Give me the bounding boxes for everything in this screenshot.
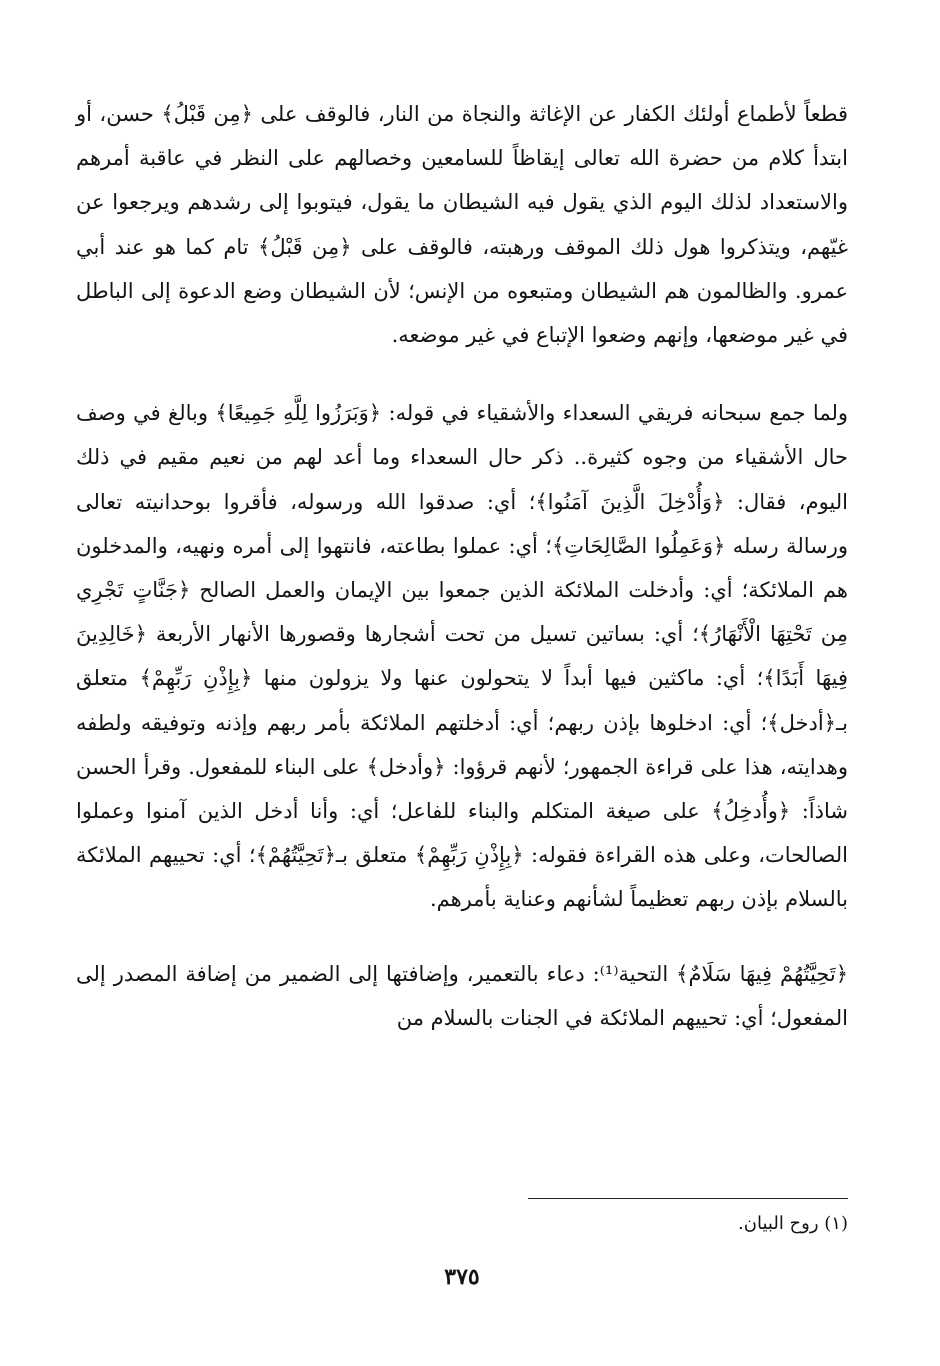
paragraph-spacer xyxy=(76,922,848,952)
page-number: ٣٧٥ xyxy=(444,1264,480,1290)
footnote-divider xyxy=(528,1198,848,1199)
paragraph-2: ولما جمع سبحانه فريقي السعداء والأشقياء في قوله: ﴿وَبَرَزُوا لِلَّهِ جَمِيعًا﴾ وبالغ في وصف حال الأشقياء من وجوه كثيرة.. ذكر حال السعداء وما أعد لهم من نعيم مقيم في ذلك اليوم، فقال: ﴿وَأُدْخِلَ الَّذِينَ آمَنُوا﴾؛ أي: صدقوا الله ورسوله، فأقروا بوحدانيته تعالى ورسالة رسله ﴿وَعَمِلُوا الصَّالِحَاتِ﴾؛ أي: عملوا بطاعته، فانتهوا إلى أمره ونهيه، والمدخلون هم الملائكة؛ أي: وأدخلت الملائكة الذين جمعوا بين الإيمان والعمل الصالح ﴿جَنَّاتٍ تَجْرِي مِن تَحْتِهَا الْأَنْهَارُ﴾؛ أي: بساتين تسيل من تحت أشجارها وقصورها الأنهار الأربعة ﴿خَالِدِينَ فِيهَا أَبَدًا﴾؛ أي: ماكثين فيها أبداً لا يتحولون عنها ولا يزولون منها ﴿بِإِذْنِ رَبِّهِمْ﴾ متعلق بـ﴿أدخل﴾؛ أي: ادخلوها بإذن ربهم؛ أي: أدخلتهم الملائكة بأمر ربهم وإذنه وتوفيقه ولطفه وهدايته، هذا على قراءة الجمهور؛ لأنهم قرؤوا: ﴿وأدخل﴾ على البناء للمفعول. وقرأ الحسن شاذاً: ﴿وأُدخِلُ﴾ على صيغة المتكلم والبناء للفاعل؛ أي: وأنا أدخل الذين آمنوا وعملوا الصالحات، وعلى هذه القراءة فقوله: ﴿بِإِذْنِ رَبِّهِمْ﴾ متعلق بـ﴿تَحِيَّتُهُمْ﴾؛ أي: تحييهم الملائكة بالسلام بإذن ربهم تعظيماً لشأنهم وعناية بأمرهم. xyxy=(76,401,848,912)
book-page xyxy=(76,92,849,1290)
paragraph-spacer xyxy=(76,357,848,391)
paragraph-1: قطعاً لأطماع أولئك الكفار عن الإغاثة والنجاة من النار، فالوقف على ﴿مِن قَبْلُ﴾ حسن، أو ابتدأ كلام من حضرة الله تعالى إيقاظاً للسامعين وخصالهم على النظر في عاقبة أمرهم والاستعداد لذلك اليوم الذي يقول فيه الشيطان ما يقول، فيتوبوا إلى رشدهم ويرجعوا عن غيّهم، ويتذكروا هول ذلك الموقف ورهبته، فالوقف على ﴿مِن قَبْلُ﴾ تام كما هو عند أبي عمرو. والظالمون هم الشيطان ومتبعوه من الإنس؛ لأن الشيطان وضع الدعوة إلى الباطل في غير موضعها، وإنهم وضعوا الإتباع في غير موضعه. xyxy=(76,102,848,348)
footnote: (١) روح البيان. xyxy=(738,1213,848,1234)
paragraph-3: ﴿تَحِيَّتُهُمْ فِيهَا سَلَامٌ﴾ التحية⁽¹⁾: دعاء بالتعمير، وإضافتها إلى الضمير من إضافة المصدر إلى المفعول؛ أي: تحييهم الملائكة في الجنات بالسلام من xyxy=(76,961,849,1030)
